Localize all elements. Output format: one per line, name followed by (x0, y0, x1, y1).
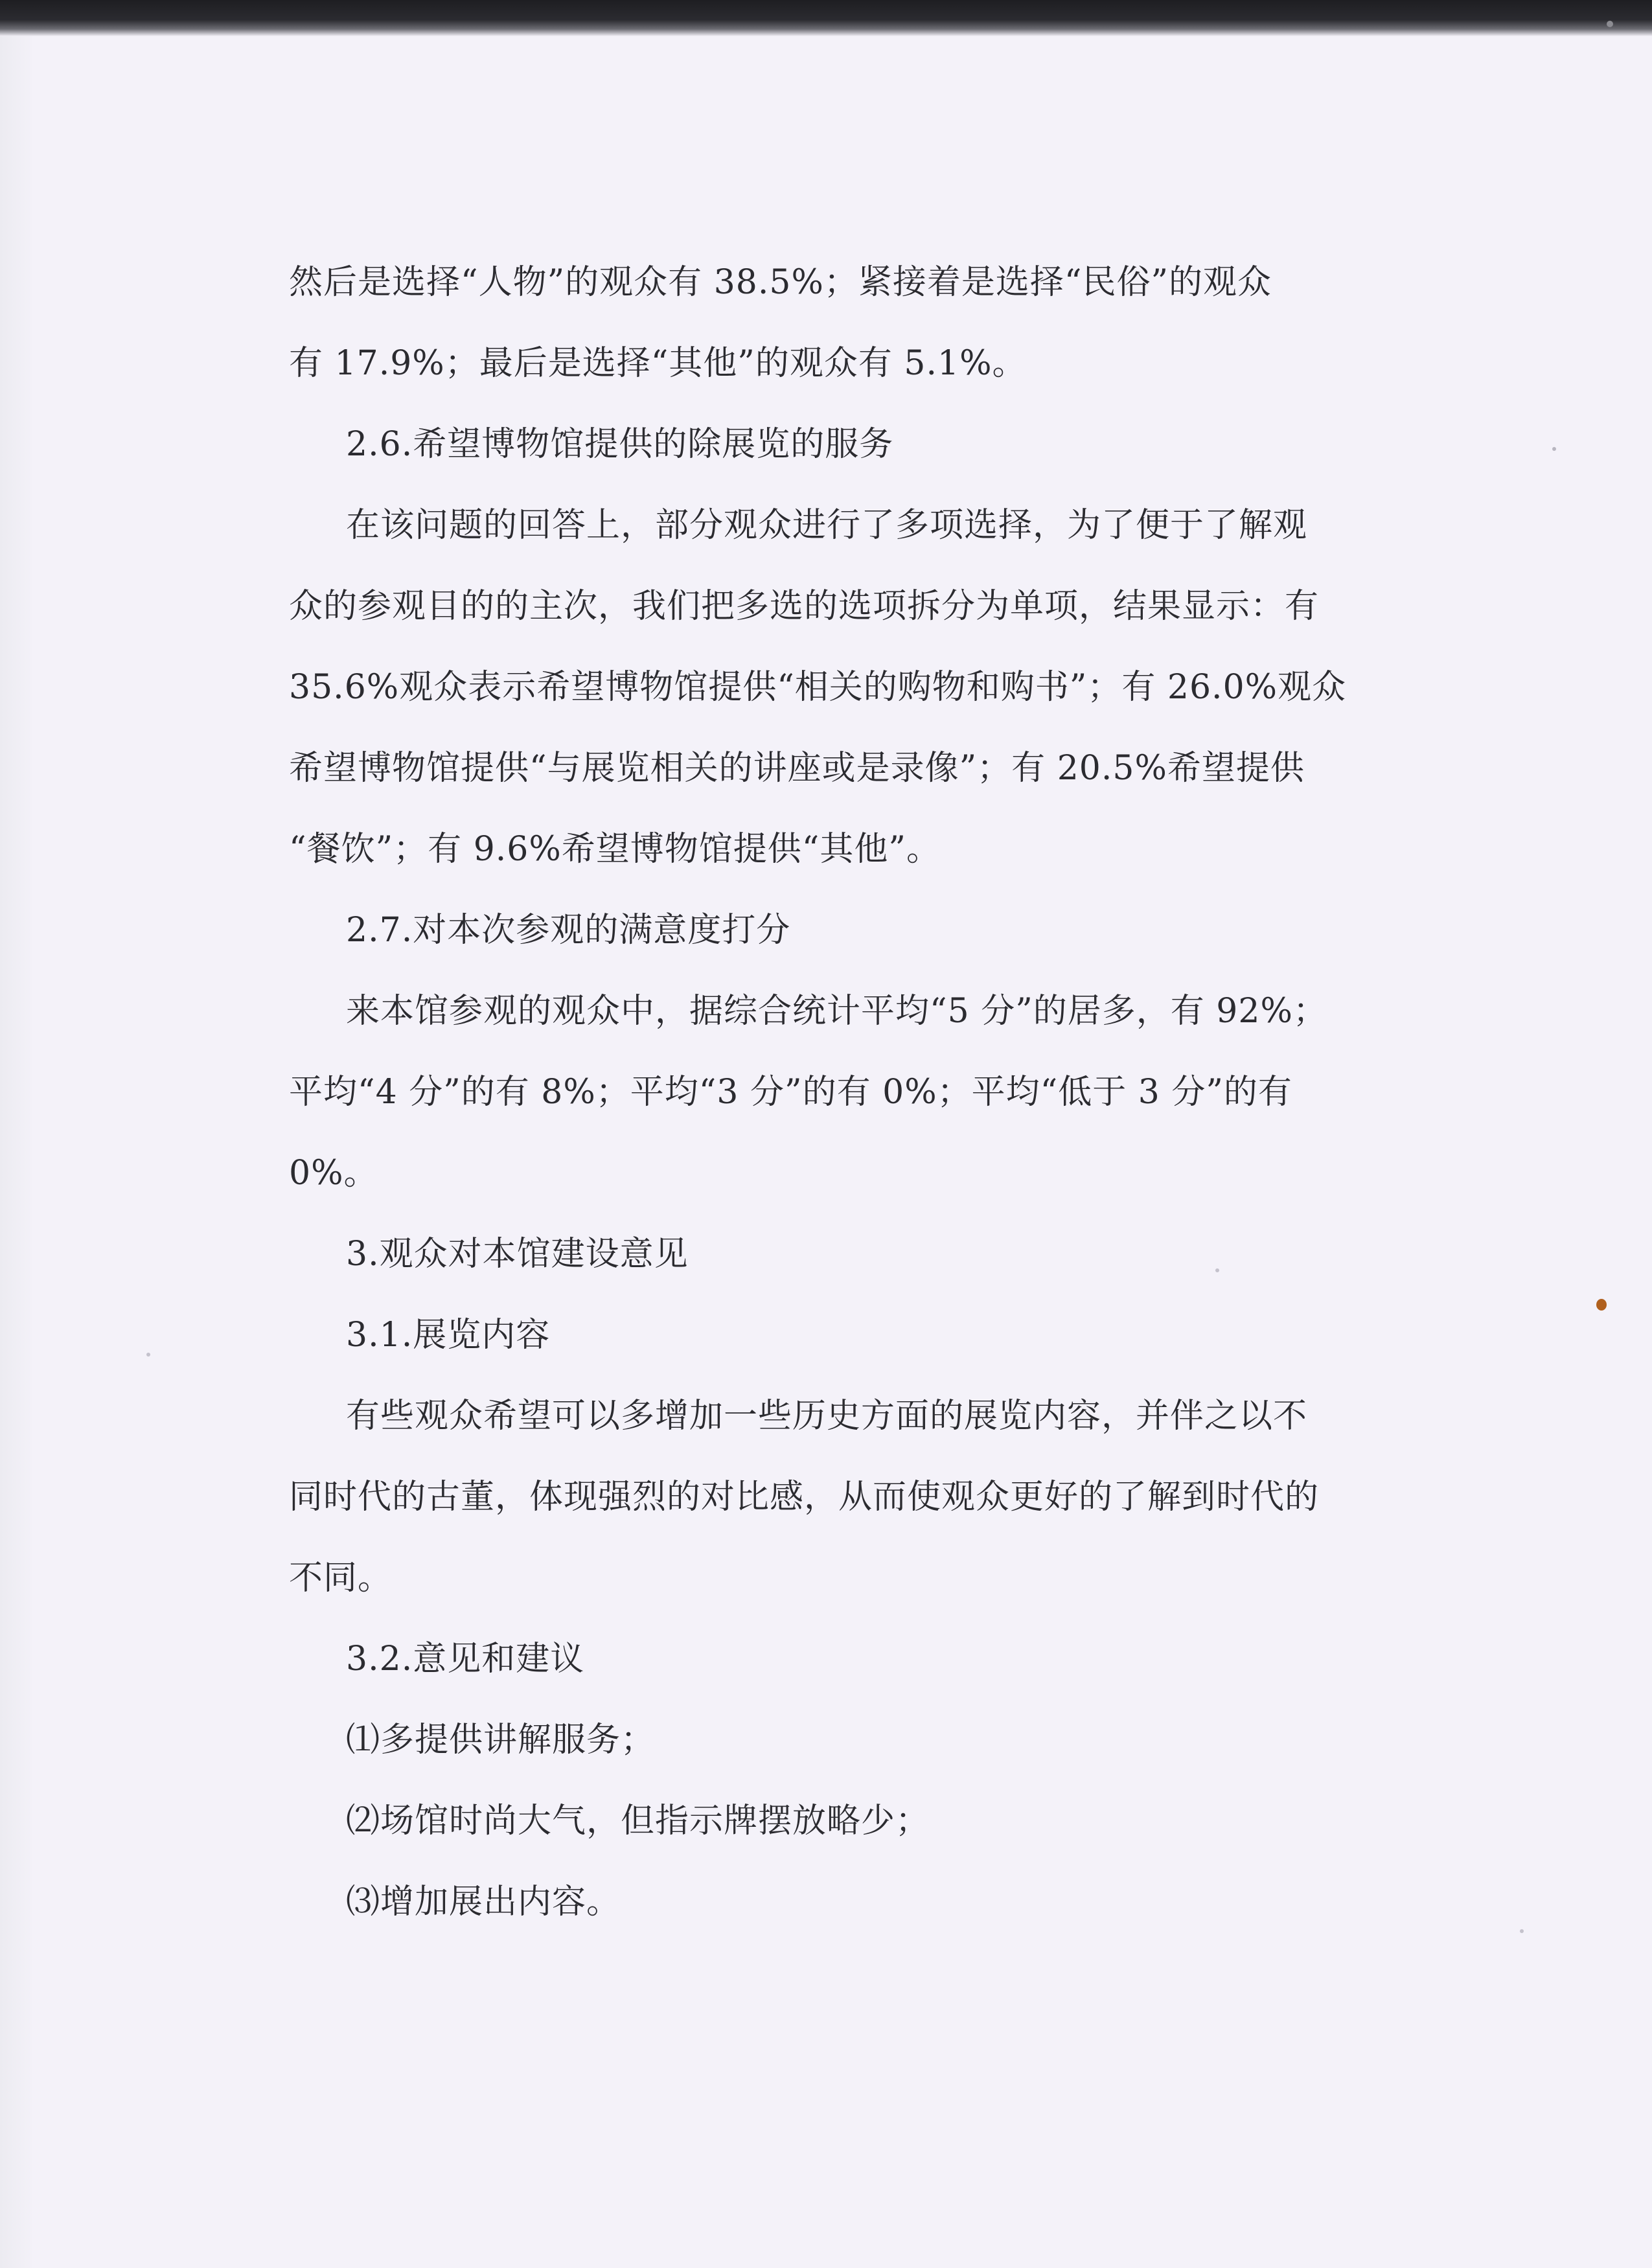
section-heading: 3.2.意见和建议 (346, 1640, 585, 1678)
paragraph-line: 众的参观目的的主次，我们把多选的选项拆分为单项，结果显示：有 (289, 587, 1320, 626)
section-heading: 3.观众对本馆建设意见 (346, 1235, 689, 1274)
paragraph-line: 然后是选择“人物”的观众有 38.5%；紧接着是选择“民俗”的观众 (289, 263, 1272, 302)
paragraph-line: 在该问题的回答上，部分观众进行了多项选择，为了便于了解观 (346, 506, 1308, 545)
list-item: ⑵场馆时尚大气，但指示牌摆放略少； (346, 1802, 930, 1840)
paragraph-line: 同时代的古董，体现强烈的对比感，从而使观众更好的了解到时代的 (289, 1478, 1320, 1517)
paragraph-line: 希望博物馆提供“与展览相关的讲座或是录像”；有 20.5%希望提供 (289, 749, 1305, 788)
paragraph-line: 0%。 (289, 1154, 378, 1193)
paragraph-line: 有些观众希望可以多增加一些历史方面的展览内容，并伴之以不 (346, 1397, 1308, 1436)
section-heading: 3.1.展览内容 (346, 1316, 551, 1355)
list-item: ⑴多提供讲解服务； (346, 1721, 656, 1759)
paragraph-line: 不同。 (289, 1559, 393, 1598)
paragraph-line: 来本馆参观的观众中，据综合统计平均“5 分”的居多，有 92%； (346, 992, 1327, 1031)
paragraph-line: 有 17.9%；最后是选择“其他”的观众有 5.1%。 (289, 344, 1027, 383)
paragraph-line: 平均“4 分”的有 8%；平均“3 分”的有 0%；平均“低于 3 分”的有 (289, 1073, 1292, 1112)
section-heading: 2.6.希望博物馆提供的除展览的服务 (346, 425, 894, 464)
section-heading: 2.7.对本次参观的满意度打分 (346, 911, 791, 950)
list-item: ⑶增加展出内容。 (346, 1883, 621, 1921)
paragraph-line: 35.6%观众表示希望博物馆提供“相关的购物和购书”；有 26.0%观众 (289, 668, 1347, 707)
paragraph-line: “餐饮”；有 9.6%希望博物馆提供“其他”。 (289, 830, 941, 869)
